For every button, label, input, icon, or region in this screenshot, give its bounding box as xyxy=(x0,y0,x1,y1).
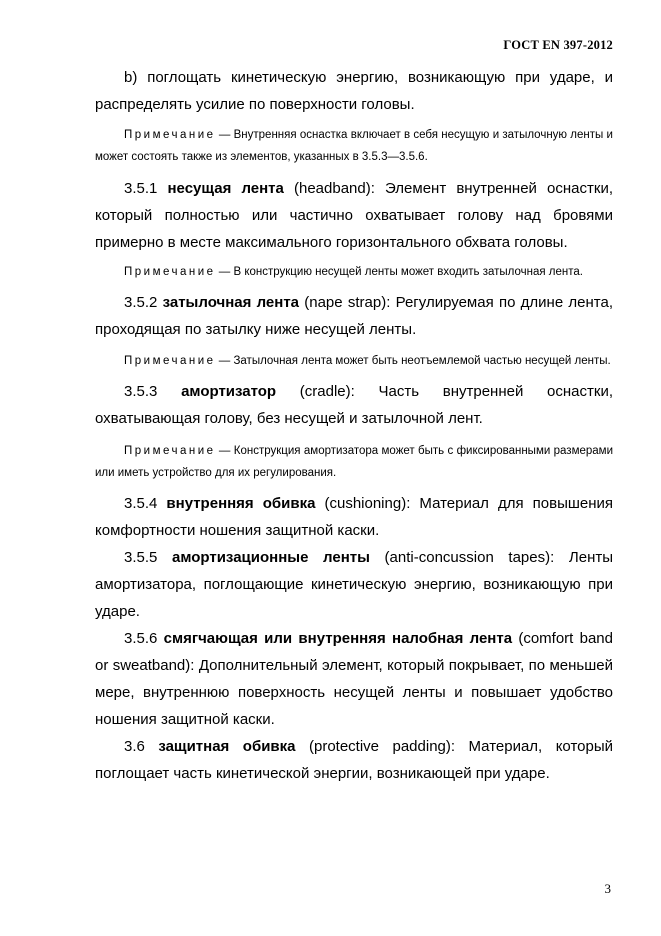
note-3 xyxy=(95,350,613,372)
paragraph-text: b) поглощать кинетическую энергию, возникающую при ударе, и распределять усилие по поверхности головы. xyxy=(95,69,613,113)
note-label: Примечание xyxy=(124,355,216,367)
clause-number: 3.5.2 xyxy=(124,294,163,311)
note-text: — Затылочная лента может быть неотъемлемой частью несущей ленты. xyxy=(215,355,611,367)
definition-3-5-4 xyxy=(95,490,613,544)
clause-number: 3.5.6 xyxy=(124,630,164,647)
defined-term: защитная обивка xyxy=(158,738,296,755)
note-text: — Внутренняя оснастка включает в себя несущую и затылочную ленты и может состоять также из элементов, указанных в 3.5.3—3.5.6. xyxy=(95,129,613,163)
definition-text: (protective padding): Материал, который поглощает часть кинетической энергии, возникающей при ударе. xyxy=(95,738,613,782)
note-2 xyxy=(95,261,613,283)
defined-term: несущая лента xyxy=(167,180,284,197)
definition-3-5-6 xyxy=(95,625,613,733)
clause-number: 3.5.5 xyxy=(124,549,172,566)
definition-text: (cradle): Часть внутренней оснастки, охватывающая голову, без несущей и затылочной лент. xyxy=(95,383,614,427)
definition-text: (anti-concussion tapes): Ленты амортизатора, поглощающие кинетическую энергию, возникающую при ударе. xyxy=(95,549,614,620)
definition-3-5-2 xyxy=(95,289,613,343)
definition-text: (nape strap): Регулируемая по длине лента, проходящая по затылку ниже несущей ленты. xyxy=(95,294,613,338)
definition-3-5-3 xyxy=(95,378,613,432)
clause-number: 3.6 xyxy=(124,738,159,755)
definition-text: (cushioning): Материал для повышения комфортности ношения защитной каски. xyxy=(95,495,614,539)
document-body xyxy=(95,64,613,787)
note-text: — Конструкция амортизатора может быть с фиксированными размерами или иметь устройство для их регулирования. xyxy=(95,445,613,479)
note-text: — В конструкцию несущей ленты может входить затылочная лента. xyxy=(215,266,583,278)
definition-text: (comfort band or sweatband): Дополнительный элемент, который покрывает, по меньшей мере, внутреннюю поверхность несущей ленты и повышает удобство ношения защитной каски. xyxy=(95,630,613,728)
note-label: Примечание xyxy=(124,445,216,457)
defined-term: амортизационные ленты xyxy=(172,549,370,566)
clause-number: 3.5.4 xyxy=(124,495,167,512)
definition-3-6 xyxy=(95,733,613,787)
defined-term: затылочная лента xyxy=(162,294,300,311)
definition-3-5-1 xyxy=(95,175,613,256)
defined-term: внутренняя обивка xyxy=(166,495,316,512)
defined-term: амортизатор xyxy=(181,383,277,400)
document-header: ГОСТ EN 397-2012 xyxy=(503,38,613,52)
paragraph-b xyxy=(95,64,613,118)
page-number: 3 xyxy=(604,881,611,896)
note-1 xyxy=(95,124,613,168)
note-label: Примечание xyxy=(124,266,216,278)
definition-3-5-5 xyxy=(95,544,613,625)
clause-number: 3.5.3 xyxy=(124,383,182,400)
note-4 xyxy=(95,440,613,484)
note-label: Примечание xyxy=(124,129,216,141)
clause-number: 3.5.1 xyxy=(124,180,168,197)
definition-text: (headband): Элемент внутренней оснастки, который полностью или частично охватывает голову над бровями примерно в месте максимального горизонтального обхвата головы. xyxy=(95,180,614,251)
defined-term: смягчающая или внутренняя налобная лента xyxy=(163,630,513,647)
